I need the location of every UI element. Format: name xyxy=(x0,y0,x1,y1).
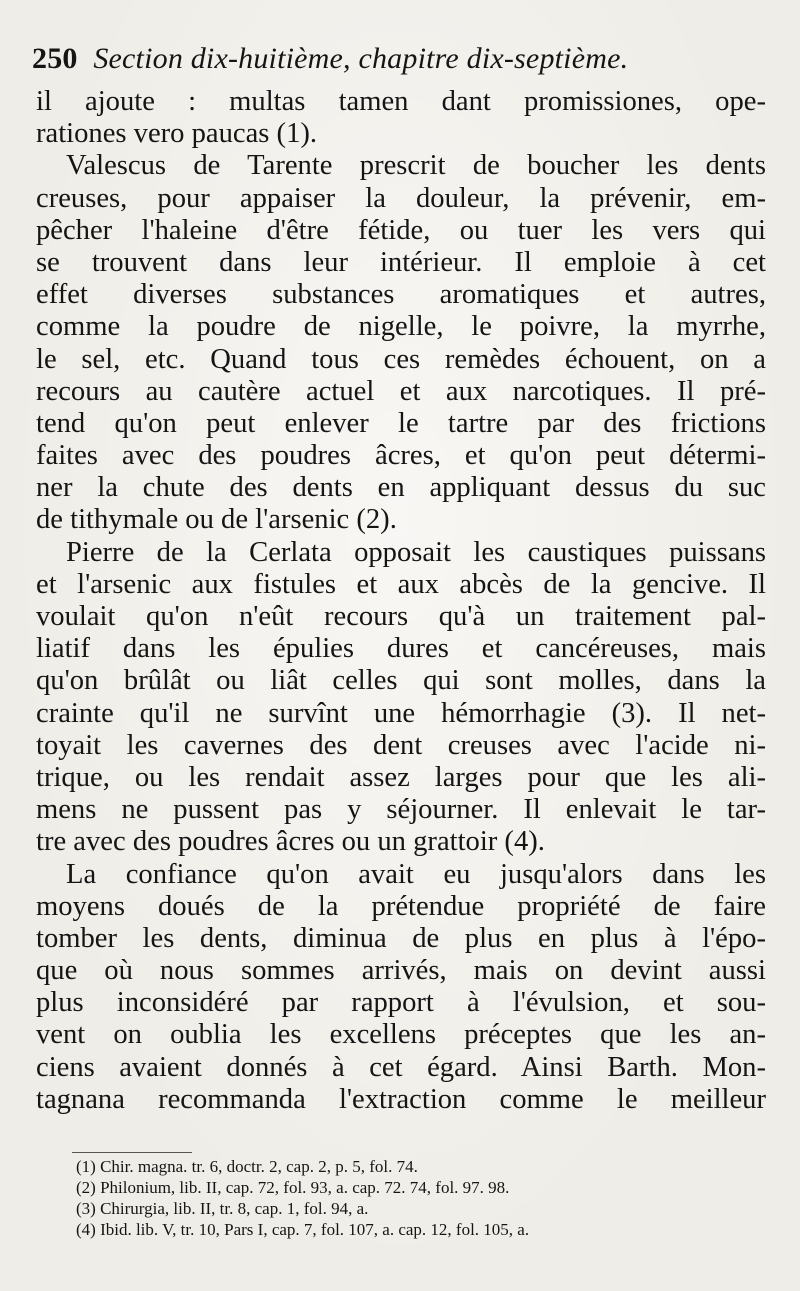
text-line: de tithymale ou de l'arsenic (2). xyxy=(36,504,397,536)
text-line: ner la chute des dents en appliquant dessus du suc xyxy=(36,472,766,504)
text-line: pêcher l'haleine d'être fétide, ou tuer les vers qui xyxy=(36,214,766,246)
text-line: le sel, etc. Quand tous ces remèdes échouent, on a xyxy=(36,343,766,375)
footnote: (1) Chir. magna. tr. 6, doctr. 2, cap. 2, p. 5, fol. 74. xyxy=(76,1157,418,1176)
text-line: rationes vero paucas (1). xyxy=(36,118,318,150)
paragraph-start-line: La confiance qu'on avait eu jusqu'alors dans les xyxy=(66,858,766,890)
text-line: tre avec des poudres âcres ou un grattoir (4). xyxy=(36,826,545,858)
text-line: il ajoute : multas tamen dant promissiones, ope- xyxy=(36,86,766,117)
running-title: Section dix-huitième, chapitre dix-septième. xyxy=(93,42,629,75)
running-head xyxy=(32,42,772,76)
text-line: crainte qu'il ne survînt une hémorrhagie (3). Il net- xyxy=(36,697,766,729)
text-line: vent on oublia les excellens préceptes que les an- xyxy=(36,1019,766,1051)
main-text xyxy=(36,86,766,1116)
text-line: mens ne pussent pas y séjourner. Il enlevait le tar- xyxy=(36,794,766,826)
text-line: ciens avaient donnés à cet égard. Ainsi Barth. Mon- xyxy=(36,1051,766,1083)
text-line: recours au cautère actuel et aux narcotiques. Il pré- xyxy=(36,375,766,407)
text-line: faites avec des poudres âcres, et qu'on peut détermi- xyxy=(36,440,766,472)
paragraph-start-line: Pierre de la Cerlata opposait les caustiques puissans xyxy=(66,536,766,568)
page-number: 250 xyxy=(32,42,78,75)
text-line: plus inconsidéré par rapport à l'évulsion, et sou- xyxy=(36,987,766,1019)
footnotes xyxy=(76,1156,776,1240)
text-line: se trouvent dans leur intérieur. Il emploie à cet xyxy=(36,246,766,278)
text-line: moyens doués de la prétendue propriété de faire xyxy=(36,890,766,922)
text-line: creuses, pour appaiser la douleur, la prévenir, em- xyxy=(36,182,766,214)
footnote: (4) Ibid. lib. V, tr. 10, Pars I, cap. 7, fol. 107, a. cap. 12, fol. 105, a. xyxy=(76,1220,530,1239)
text-line: voulait qu'on n'eût recours qu'à un traitement pal- xyxy=(36,601,766,632)
footnote: (3) Chirurgia, lib. II, tr. 8, cap. 1, fol. 94, a. xyxy=(76,1199,369,1218)
text-line: tomber les dents, diminua de plus en plus à l'épo- xyxy=(36,922,766,954)
footnote-rule xyxy=(72,1152,192,1153)
text-line: et l'arsenic aux fistules et aux abcès de la gencive. Il xyxy=(36,568,766,600)
text-line: trique, ou les rendait assez larges pour que les ali- xyxy=(36,761,766,793)
text-line: tagnana recommanda l'extraction comme le meilleur xyxy=(36,1083,766,1115)
paragraph-start-line: Valescus de Tarente prescrit de boucher les dents xyxy=(66,150,766,182)
footnote: (2) Philonium, lib. II, cap. 72, fol. 93, a. cap. 72. 74, fol. 97. 98. xyxy=(76,1178,510,1197)
text-line: qu'on brûlât ou liât celles qui sont molles, dans la xyxy=(36,665,766,697)
text-line: effet diverses substances aromatiques et autres, xyxy=(36,279,766,311)
text-line: tend qu'on peut enlever le tartre par des frictions xyxy=(36,407,766,439)
text-line: comme la poudre de nigelle, le poivre, la myrrhe, xyxy=(36,311,766,343)
text-line: toyait les cavernes des dent creuses avec l'acide ni- xyxy=(36,729,766,761)
text-line: liatif dans les épulies dures et cancéreuses, mais xyxy=(36,633,766,665)
text-line: que où nous sommes arrivés, mais on devint aussi xyxy=(36,955,766,987)
